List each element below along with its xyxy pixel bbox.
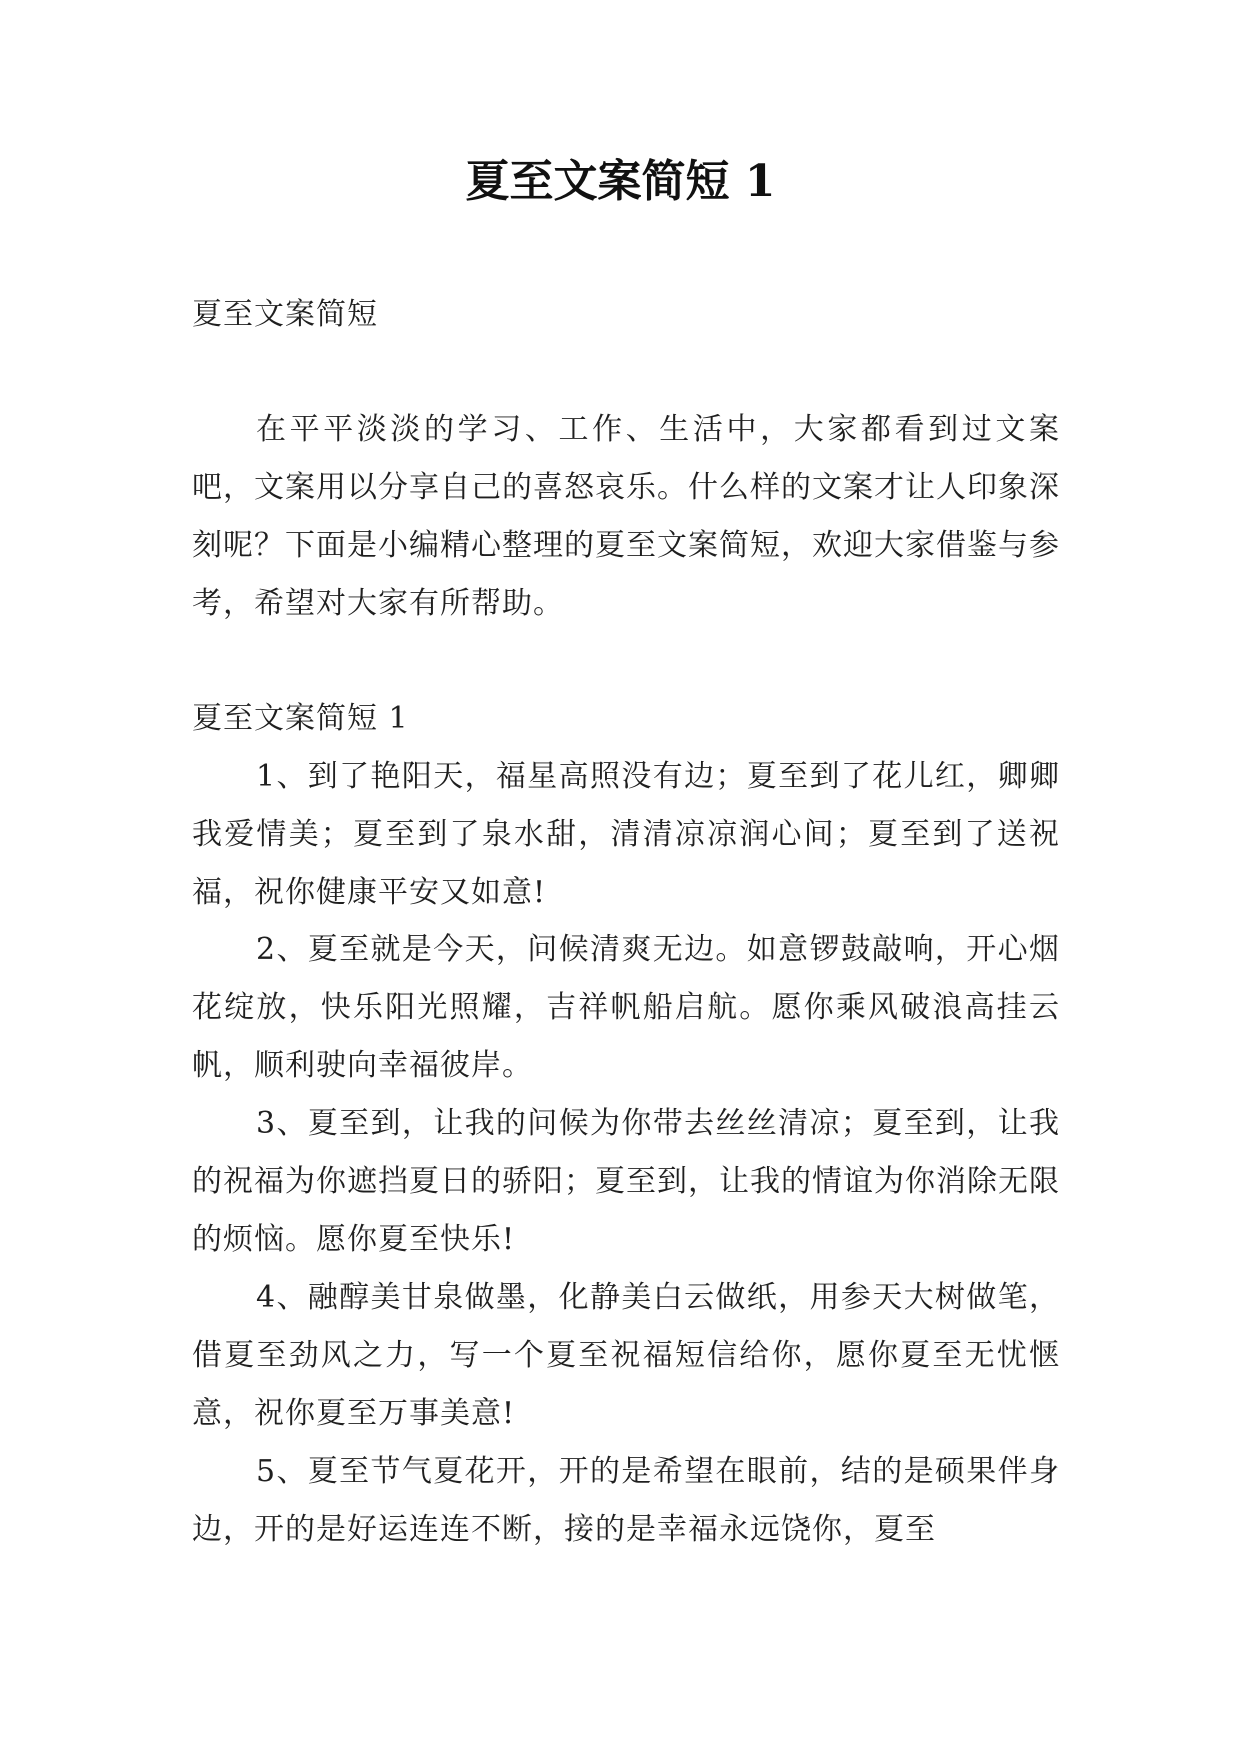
section-heading: 夏至文案简短 1 — [192, 701, 409, 736]
list-item: 2、夏至就是今天，问候清爽无边。如意锣鼓敲响，开心烟花绽放，快乐阳光照耀，吉祥帆船启航。愿你乘风破浪高挂云帆，顺利驶向幸福彼岸。 — [192, 932, 1060, 1083]
document-title: 夏至文案简短 1 — [465, 156, 776, 207]
list-item: 1、到了艳阳天，福星高照没有边；夏至到了花儿红，卿卿我爱情美；夏至到了泉水甜，清清凉凉润心间；夏至到了送祝福，祝你健康平安又如意! — [192, 759, 1060, 910]
document-subtitle: 夏至文案简短 — [192, 297, 378, 332]
list-item: 4、融醇美甘泉做墨，化静美白云做纸，用参天大树做笔，借夏至劲风之力，写一个夏至祝福短信给你，愿你夏至无忧惬意，祝你夏至万事美意! — [192, 1280, 1060, 1431]
intro-paragraph: 在平平淡淡的学习、工作、生活中，大家都看到过文案吧，文案用以分享自己的喜怒哀乐。什么样的文案才让人印象深刻呢？下面是小编精心整理的夏至文案简短，欢迎大家借鉴与参考，希望对大家有所帮助。 — [192, 412, 1060, 621]
list-item: 5、夏至节气夏花开，开的是希望在眼前，结的是硕果伴身边，开的是好运连连不断，接的是幸福永远饶你，夏至 — [192, 1454, 1060, 1547]
list-item: 3、夏至到，让我的问候为你带去丝丝清凉；夏至到，让我的祝福为你遮挡夏日的骄阳；夏至到，让我的情谊为你消除无限的烦恼。愿你夏至快乐! — [192, 1106, 1060, 1257]
